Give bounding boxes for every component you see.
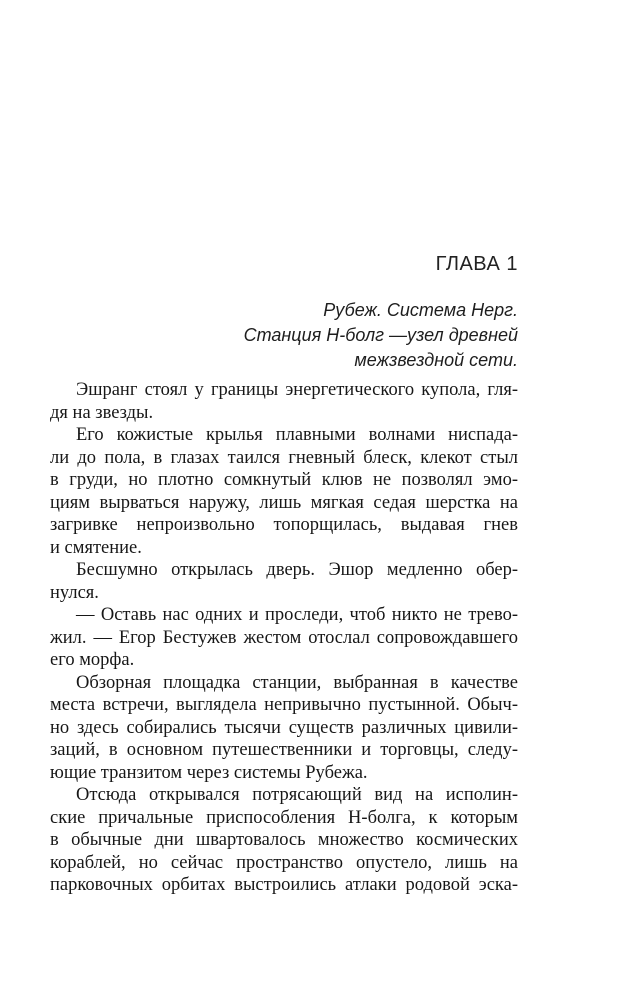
text-line: но здесь собирались тысячи существ различных цивили-	[50, 717, 518, 738]
text-line: дя на звезды.	[50, 402, 154, 423]
text-line: ские причальные приспособления Н-болга, к которым	[50, 807, 518, 828]
text-line: ли до пола, в глазах таился гневный блеск, клекот стыл	[50, 447, 518, 468]
paragraph	[50, 672, 518, 785]
epigraph-line: межзвездной сети.	[354, 350, 518, 370]
text-line: места встречи, выглядела непривычно пустынной. Обыч-	[50, 695, 518, 715]
text-line: Обзорная площадка станции, выбранная в качестве	[76, 672, 518, 693]
paragraph	[50, 559, 518, 604]
text-line: и смятение.	[50, 537, 142, 558]
epigraph-line: Станция Н-болг —узел древней	[243, 325, 518, 345]
text-line: загривке непроизвольно топорщилась, выдавая гнев	[50, 515, 518, 535]
chapter-epigraph	[50, 298, 518, 373]
paragraph	[50, 604, 518, 672]
paragraph	[50, 424, 518, 559]
text-line: нулся.	[50, 582, 99, 603]
text-line: заций, в основном путешественники и торговцы, следу-	[50, 740, 518, 760]
text-line: кораблей, но сейчас пространство опустело, лишь на	[50, 852, 518, 873]
chapter-title: ГЛАВА 1	[435, 253, 518, 275]
paragraph	[50, 784, 518, 897]
epigraph-line: Рубеж. Система Нерг.	[323, 300, 518, 320]
text-line: Отсюда открывался потрясающий вид на исполин-	[76, 785, 518, 805]
text-line: жил. — Егор Бестужев жестом отослал сопровождавшего	[50, 627, 518, 648]
text-line: циям вырваться наружу, лишь мягкая седая шерстка на	[50, 492, 518, 513]
text-line: в обычные дни швартовалось множество космических	[50, 830, 518, 850]
text-line: ющие транзитом через системы Рубежа.	[50, 762, 368, 783]
text-line: Его кожистые крылья плавными волнами ниспада-	[76, 425, 518, 445]
paragraph	[50, 379, 518, 424]
text-line: Эшранг стоял у границы энергетического купола, гля-	[76, 380, 518, 400]
text-line: его морфа.	[50, 650, 135, 670]
text-line: парковочных орбитах выстроились атлаки родовой эска-	[50, 875, 518, 895]
text-line: в груди, но плотно сомкнутый клюв не позволял эмо-	[50, 470, 518, 490]
body-text	[50, 379, 518, 897]
text-line: Бесшумно открылась дверь. Эшор медленно обер-	[76, 560, 518, 580]
text-line: — Оставь нас одних и проследи, чтоб никто не трево-	[76, 605, 518, 625]
